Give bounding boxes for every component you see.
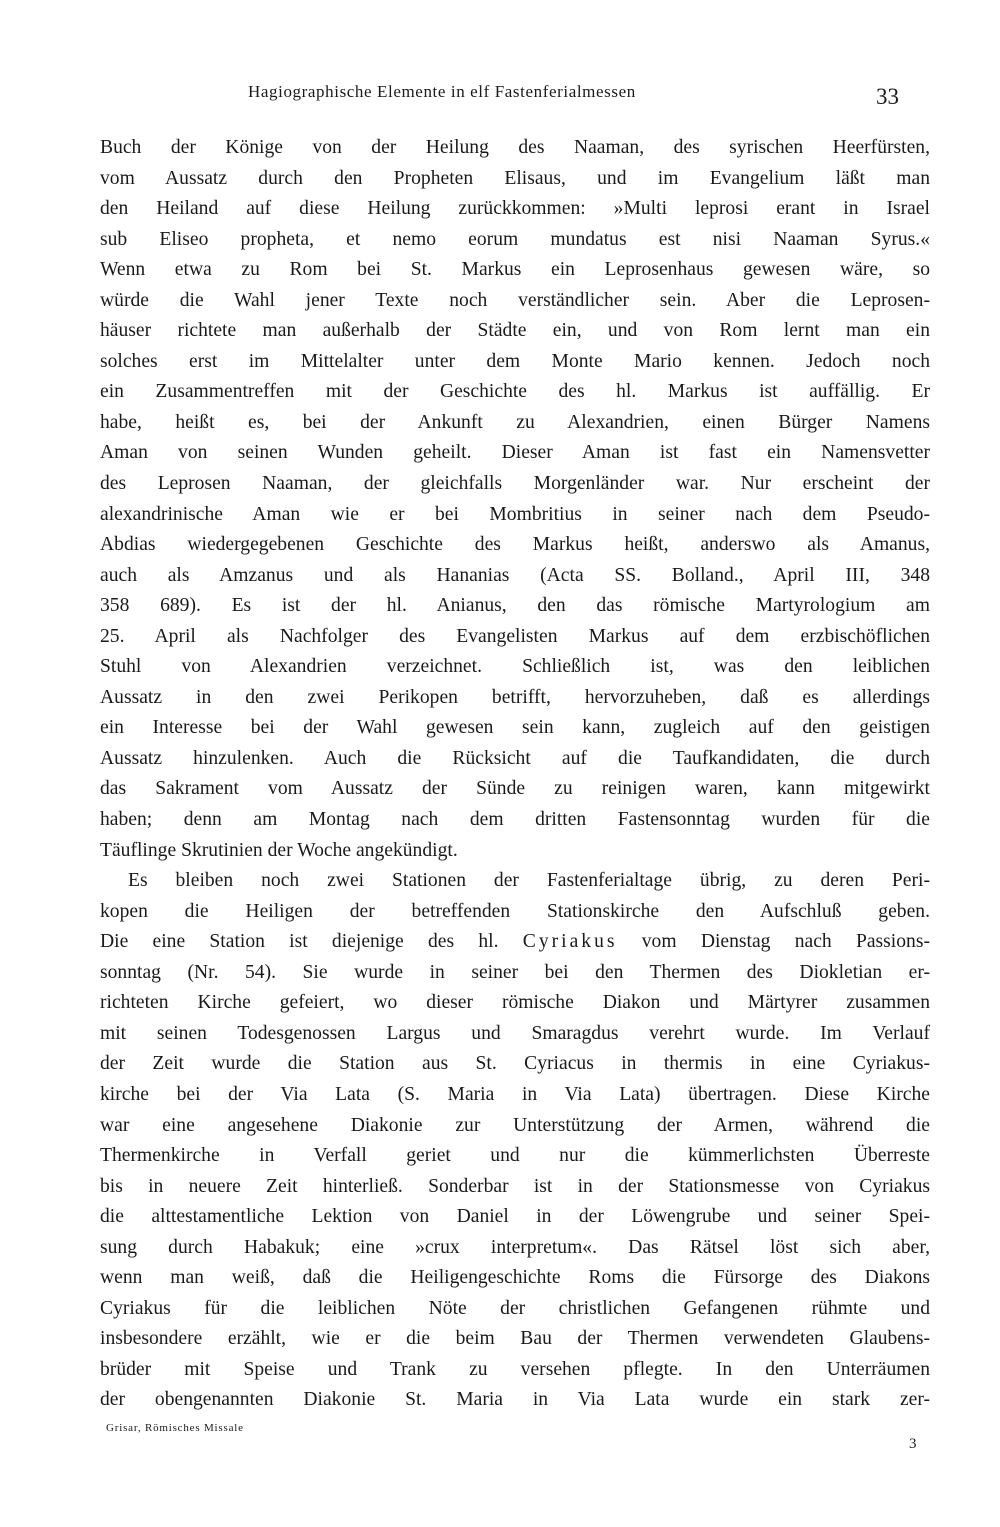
text-line: insbesondere erzählt, wie er die beim Bau der Thermen verwendeten Glaubens- xyxy=(100,1328,930,1350)
text-line: wenn man weiß, daß die Heiligengeschichte Roms die Fürsorge des Diakons xyxy=(100,1267,930,1289)
running-title: Hagiographische Elemente in elf Fastenferialmessen xyxy=(248,82,636,101)
text-line: Buch der Könige von der Heilung des Naaman, des syrischen Heerfürsten, xyxy=(100,137,930,158)
page-number: 33 xyxy=(876,84,899,109)
spaced-name: Cyriakus xyxy=(522,931,618,953)
text-line: Aussatz in den zwei Perikopen betrifft, hervorzuheben, daß es allerdings xyxy=(100,686,930,708)
text-line: Aman von seinen Wunden geheilt. Dieser Aman ist fast ein Namensvetter xyxy=(100,442,930,464)
text-line: ein Zusammentreffen mit der Geschichte des hl. Markus ist auffällig. Er xyxy=(100,381,930,403)
text-line: sub Eliseo propheta, et nemo eorum mundatus est nisi Naaman Syrus.« xyxy=(100,228,930,250)
paragraph-2 xyxy=(100,866,930,1416)
text-line: solches erst im Mittelalter unter dem Monte Mario kennen. Jedoch noch xyxy=(100,350,930,372)
page-header xyxy=(0,78,1000,118)
text-line: das Sakrament vom Aussatz der Sünde zu reinigen waren, kann mitgewirkt xyxy=(100,778,930,800)
text-line: mit seinen Todesgenossen Largus und Smaragdus verehrt wurde. Im Verlauf xyxy=(100,1022,930,1044)
text-line: Es bleiben noch zwei Stationen der Fastenferialtage übrig, zu deren Peri- xyxy=(128,870,930,892)
text-line: ein Interesse bei der Wahl gewesen sein kann, zugleich auf den geistigen xyxy=(100,717,930,739)
paragraph-1 xyxy=(100,133,930,866)
body-text xyxy=(100,133,930,1416)
text-line: Thermenkirche in Verfall geriet und nur die kümmerlichsten Überreste xyxy=(100,1145,930,1167)
text-line: bis in neuere Zeit hinterließ. Sonderbar ist in der Stationsmesse von Cyriakus xyxy=(100,1175,930,1197)
text-line: der Zeit wurde die Station aus St. Cyriacus in thermis in eine Cyriakus- xyxy=(100,1053,930,1075)
text-line: häuser richtete man außerhalb der Städte ein, und von Rom lernt man ein xyxy=(100,320,930,342)
text-line: war eine angesehene Diakonie zur Unterstützung der Armen, während die xyxy=(100,1114,930,1136)
text-line: richteten Kirche gefeiert, wo dieser römische Diakon und Märtyrer zusammen xyxy=(100,992,930,1014)
text-line: sung durch Habakuk; eine »crux interpretum«. Das Rätsel löst sich aber, xyxy=(100,1236,930,1258)
text-line xyxy=(100,927,930,958)
text-line: sonntag (Nr. 54). Sie wurde in seiner bei den Thermen des Diokletian er- xyxy=(100,961,930,983)
text-line: Abdias wiedergegebenen Geschichte des Markus heißt, anderswo als Amanus, xyxy=(100,534,930,556)
text-line: der obengenannten Diakonie St. Maria in Via Lata wurde ein stark zer- xyxy=(100,1389,930,1411)
text-segment: vom Dienstag nach Passions- xyxy=(617,931,930,953)
text-line: haben; denn am Montag nach dem dritten Fastensonntag wurden für die xyxy=(100,809,930,831)
text-line: den Heiland auf diese Heilung zurückkommen: »Multi leprosi erant in Israel xyxy=(100,198,930,220)
text-line: Cyriakus für die leiblichen Nöte der christlichen Gefangenen rühmte und xyxy=(100,1297,930,1319)
text-line: kopen die Heiligen der betreffenden Stationskirche den Aufschluß geben. xyxy=(100,900,930,922)
text-line: habe, heißt es, bei der Ankunft zu Alexandrien, einen Bürger Namens xyxy=(100,411,930,433)
text-line: Wenn etwa zu Rom bei St. Markus ein Leprosenhaus gewesen wäre, so xyxy=(100,259,930,281)
text-line: Täuflinge Skrutinien der Woche angekündigt. xyxy=(100,839,458,861)
text-line: 358 689). Es ist der hl. Anianus, den das römische Martyrologium am xyxy=(100,595,930,617)
text-line: brüder mit Speise und Trank zu versehen pflegte. In den Unterräumen xyxy=(100,1358,930,1380)
text-line: würde die Wahl jener Texte noch verständlicher sein. Aber die Leprosen- xyxy=(100,289,930,311)
footer-note: Grisar, Römisches Missale xyxy=(106,1422,244,1434)
text-line: 25. April als Nachfolger des Evangelisten Markus auf dem erzbischöflichen xyxy=(100,625,930,647)
text-line: alexandrinische Aman wie er bei Mombritius in seiner nach dem Pseudo- xyxy=(100,503,930,525)
text-line: vom Aussatz durch den Propheten Elisaus, und im Evangelium läßt man xyxy=(100,167,930,189)
text-line: kirche bei der Via Lata (S. Maria in Via Lata) übertragen. Diese Kirche xyxy=(100,1083,930,1105)
text-line: die alttestamentliche Lektion von Daniel in der Löwengrube und seiner Spei- xyxy=(100,1206,930,1228)
text-line: auch als Amzanus und als Hananias (Acta SS. Bolland., April III, 348 xyxy=(100,564,930,586)
text-line: Aussatz hinzulenken. Auch die Rücksicht auf die Taufkandidaten, die durch xyxy=(100,747,930,769)
text-line: des Leprosen Naaman, der gleichfalls Morgenländer war. Nur erscheint der xyxy=(100,473,930,495)
signature-mark: 3 xyxy=(909,1436,917,1452)
text-segment: Die eine Station ist diejenige des hl. xyxy=(100,931,523,953)
text-line: Stuhl von Alexandrien verzeichnet. Schließlich ist, was den leiblichen xyxy=(100,656,930,678)
page-footer xyxy=(0,1422,1000,1462)
